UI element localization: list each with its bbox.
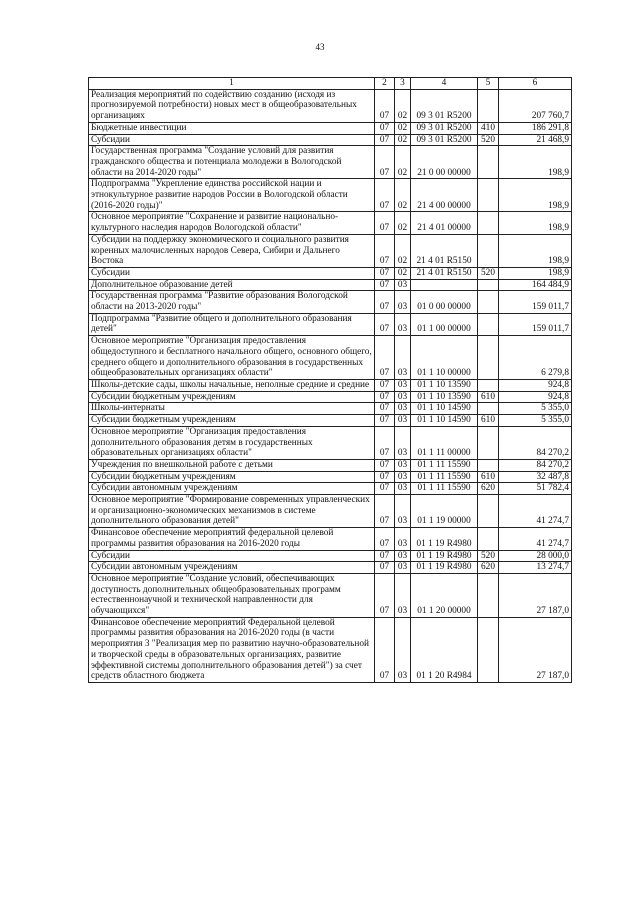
row-target-article: 21 4 01 R5150 [411, 234, 478, 267]
row-amount: 164 484,9 [499, 279, 572, 291]
row-section: 07 [375, 391, 395, 403]
row-amount: 198,9 [499, 267, 572, 279]
row-amount: 41 274,7 [499, 495, 572, 528]
row-amount: 21 468,9 [499, 134, 572, 146]
row-section: 07 [375, 122, 395, 134]
row-section: 07 [375, 279, 395, 291]
table-row [89, 391, 572, 403]
row-subsection: 03 [395, 617, 411, 682]
table-row [89, 403, 572, 415]
row-name: Школы-детские сады, школы начальные, неполные средние и средние [89, 379, 375, 391]
row-section: 07 [375, 459, 395, 471]
row-amount: 924,8 [499, 379, 572, 391]
row-expense-type [478, 146, 499, 179]
row-target-article: 01 1 00 00000 [411, 313, 478, 335]
row-section: 07 [375, 89, 395, 122]
table-row [89, 122, 572, 134]
row-expense-type [478, 617, 499, 682]
row-expense-type [478, 291, 499, 313]
row-subsection: 02 [395, 89, 411, 122]
row-section: 07 [375, 379, 395, 391]
row-subsection: 03 [395, 495, 411, 528]
row-name: Бюджетные инвестиции [89, 122, 375, 134]
row-section: 07 [375, 426, 395, 459]
row-name: Финансовое обеспечение мероприятий федеральной целевой программы развития образования на 2016-2020 годы [89, 528, 375, 550]
row-name: Основное мероприятие "Организация предоставления дополнительного образования детям в государственных образовательных организациях области" [89, 426, 375, 459]
row-section: 07 [375, 471, 395, 483]
row-expense-type: 410 [478, 122, 499, 134]
row-expense-type [478, 495, 499, 528]
row-subsection: 03 [395, 483, 411, 495]
row-section: 07 [375, 573, 395, 617]
table-row [89, 573, 572, 617]
row-target-article: 01 1 20 R4984 [411, 617, 478, 682]
row-name: Реализация мероприятий по содействию созданию (исходя из прогнозируемой потребности) новых мест в общеобразовательных организациях [89, 89, 375, 122]
row-amount: 924,8 [499, 391, 572, 403]
row-amount: 6 279,8 [499, 336, 572, 380]
row-section: 07 [375, 336, 395, 380]
row-subsection: 03 [395, 471, 411, 483]
row-subsection: 03 [395, 459, 411, 471]
row-subsection: 02 [395, 212, 411, 234]
row-target-article: 01 1 10 13590 [411, 391, 478, 403]
row-name: Школы-интернаты [89, 403, 375, 415]
table-row [89, 134, 572, 146]
row-name: Подпрограмма "Развитие общего и дополнительного образования детей" [89, 313, 375, 335]
row-section: 07 [375, 562, 395, 574]
row-name: Субсидии автономным учреждениям [89, 483, 375, 495]
row-subsection: 03 [395, 313, 411, 335]
header-cell-2: 2 [375, 78, 395, 90]
row-target-article: 21 4 01 R5150 [411, 267, 478, 279]
row-name: Субсидии [89, 134, 375, 146]
row-subsection: 02 [395, 122, 411, 134]
row-expense-type [478, 573, 499, 617]
header-cell-5: 5 [478, 78, 499, 90]
row-amount: 51 782,4 [499, 483, 572, 495]
row-section: 07 [375, 267, 395, 279]
row-target-article: 01 1 11 15590 [411, 483, 478, 495]
row-expense-type [478, 459, 499, 471]
row-name: Учреждения по внешкольной работе с детьми [89, 459, 375, 471]
row-target-article: 01 1 10 00000 [411, 336, 478, 380]
row-expense-type: 610 [478, 391, 499, 403]
row-target-article: 01 1 10 13590 [411, 379, 478, 391]
header-cell-6: 6 [499, 78, 572, 90]
table-row [89, 528, 572, 550]
page-number: 43 [315, 42, 325, 52]
table-row [89, 471, 572, 483]
table-row [89, 291, 572, 313]
row-name: Субсидии на поддержку экономического и социального развития коренных малочисленных народов Севера, Сибири и Дальнего Востока [89, 234, 375, 267]
row-expense-type: 520 [478, 550, 499, 562]
header-cell-4: 4 [411, 78, 478, 90]
row-target-article [411, 279, 478, 291]
row-section: 07 [375, 550, 395, 562]
row-section: 07 [375, 313, 395, 335]
row-expense-type [478, 528, 499, 550]
row-expense-type: 610 [478, 471, 499, 483]
row-amount: 5 355,0 [499, 415, 572, 427]
row-expense-type: 520 [478, 134, 499, 146]
row-subsection: 03 [395, 279, 411, 291]
row-name: Государственная программа "Развитие образования Вологодской области на 2013-2020 годы" [89, 291, 375, 313]
row-name: Субсидии бюджетным учреждениям [89, 471, 375, 483]
row-amount: 198,9 [499, 234, 572, 267]
row-section: 07 [375, 146, 395, 179]
table-row [89, 267, 572, 279]
row-target-article: 21 4 00 00000 [411, 179, 478, 212]
row-amount: 84 270,2 [499, 459, 572, 471]
row-subsection: 03 [395, 550, 411, 562]
row-subsection: 02 [395, 134, 411, 146]
row-subsection: 03 [395, 426, 411, 459]
row-expense-type [478, 179, 499, 212]
row-expense-type: 610 [478, 415, 499, 427]
row-section: 07 [375, 234, 395, 267]
row-target-article: 01 1 19 R4980 [411, 562, 478, 574]
row-expense-type [478, 313, 499, 335]
row-target-article: 01 1 10 14590 [411, 415, 478, 427]
row-amount: 207 760,7 [499, 89, 572, 122]
row-section: 07 [375, 483, 395, 495]
row-section: 07 [375, 291, 395, 313]
row-subsection: 02 [395, 179, 411, 212]
row-expense-type [478, 89, 499, 122]
row-target-article: 09 3 01 R5200 [411, 122, 478, 134]
row-name: Основное мероприятие "Создание условий, обеспечивающих доступность дополнительных общеобразовательных программ естественнонаучной и технической направленности для обучающихся" [89, 573, 375, 617]
table-row [89, 495, 572, 528]
row-target-article: 01 1 11 00000 [411, 426, 478, 459]
row-amount: 159 011,7 [499, 313, 572, 335]
row-amount: 13 274,7 [499, 562, 572, 574]
row-name: Субсидии бюджетным учреждениям [89, 415, 375, 427]
row-amount: 27 187,0 [499, 573, 572, 617]
row-amount: 28 000,0 [499, 550, 572, 562]
row-subsection: 03 [395, 528, 411, 550]
row-subsection: 03 [395, 573, 411, 617]
row-subsection: 02 [395, 146, 411, 179]
row-expense-type: 520 [478, 267, 499, 279]
table-row [89, 336, 572, 380]
row-amount: 84 270,2 [499, 426, 572, 459]
row-expense-type [478, 279, 499, 291]
row-name: Финансовое обеспечение мероприятий Федеральной целевой программы развития образования на 2016-2020 годы (в части мероприятия 3 "Реализация мер по развитию научно-образовательной и творческой среды в образовательных организациях, развитие эффективной системы дополнительного образования детей") за счет средств областного бюджета [89, 617, 375, 682]
table-row [89, 415, 572, 427]
row-target-article: 01 1 19 R4980 [411, 550, 478, 562]
row-subsection: 03 [395, 291, 411, 313]
row-section: 07 [375, 528, 395, 550]
row-name: Субсидии бюджетным учреждениям [89, 391, 375, 403]
table-row [89, 483, 572, 495]
table-row [89, 313, 572, 335]
row-subsection: 02 [395, 234, 411, 267]
table-row [89, 89, 572, 122]
row-amount: 198,9 [499, 212, 572, 234]
table-row [89, 459, 572, 471]
row-section: 07 [375, 179, 395, 212]
row-amount: 198,9 [499, 146, 572, 179]
row-name: Дополнительное образование детей [89, 279, 375, 291]
row-name: Подпрограмма "Укрепление единства российской нации и этнокультурное развитие народов России в Вологодской области (2016-2020 годы)" [89, 179, 375, 212]
row-expense-type: 620 [478, 483, 499, 495]
row-target-article: 21 0 00 00000 [411, 146, 478, 179]
row-amount: 198,9 [499, 179, 572, 212]
row-section: 07 [375, 134, 395, 146]
row-amount: 159 011,7 [499, 291, 572, 313]
row-target-article: 01 1 19 00000 [411, 495, 478, 528]
row-expense-type: 620 [478, 562, 499, 574]
row-target-article: 21 4 01 00000 [411, 212, 478, 234]
row-section: 07 [375, 415, 395, 427]
table-row [89, 279, 572, 291]
row-section: 07 [375, 212, 395, 234]
row-subsection: 03 [395, 415, 411, 427]
row-name: Субсидии [89, 550, 375, 562]
row-amount: 5 355,0 [499, 403, 572, 415]
row-target-article: 01 0 00 00000 [411, 291, 478, 313]
row-name: Основное мероприятие "Организация предоставления общедоступного и бесплатного начального общего, основного общего, среднего общего и дополнительного образования в государственных общеобразовательных организациях области" [89, 336, 375, 380]
row-section: 07 [375, 495, 395, 528]
table-row [89, 562, 572, 574]
row-amount: 186 291,8 [499, 122, 572, 134]
row-subsection: 02 [395, 267, 411, 279]
row-amount: 32 487,8 [499, 471, 572, 483]
table-row [89, 234, 572, 267]
row-name: Основное мероприятие "Формирование современных управленческих и организационно-экономических механизмов в системе дополнительного образования детей" [89, 495, 375, 528]
row-amount: 41 274,7 [499, 528, 572, 550]
table-row [89, 379, 572, 391]
row-name: Субсидии автономным учреждениям [89, 562, 375, 574]
row-name: Государственная программа "Создание условий для развития гражданского общества и потенциала молодежи в Вологодской области на 2014-2020 годы" [89, 146, 375, 179]
row-expense-type [478, 336, 499, 380]
row-target-article: 01 1 19 R4980 [411, 528, 478, 550]
row-target-article: 01 1 11 15590 [411, 471, 478, 483]
row-name: Субсидии [89, 267, 375, 279]
row-subsection: 03 [395, 336, 411, 380]
row-subsection: 03 [395, 403, 411, 415]
row-target-article: 01 1 10 14590 [411, 403, 478, 415]
row-subsection: 03 [395, 391, 411, 403]
header-cell-1: 1 [89, 78, 375, 90]
row-target-article: 01 1 11 15590 [411, 459, 478, 471]
table-row [89, 146, 572, 179]
row-name: Основное мероприятие "Сохранение и развитие национально-культурного наследия народов Вологодской области" [89, 212, 375, 234]
row-expense-type [478, 212, 499, 234]
budget-table [88, 77, 572, 683]
table-row [89, 212, 572, 234]
row-section: 07 [375, 403, 395, 415]
row-expense-type [478, 403, 499, 415]
row-subsection: 03 [395, 379, 411, 391]
row-target-article: 01 1 20 00000 [411, 573, 478, 617]
row-target-article: 09 3 01 R5200 [411, 134, 478, 146]
row-target-article: 09 3 01 R5200 [411, 89, 478, 122]
row-expense-type [478, 234, 499, 267]
table-row [89, 179, 572, 212]
row-subsection: 03 [395, 562, 411, 574]
table-row [89, 426, 572, 459]
table-row [89, 617, 572, 682]
row-expense-type [478, 426, 499, 459]
header-cell-3: 3 [395, 78, 411, 90]
row-expense-type [478, 379, 499, 391]
table-header-row [89, 78, 572, 90]
row-section: 07 [375, 617, 395, 682]
row-amount: 27 187,0 [499, 617, 572, 682]
table-row [89, 550, 572, 562]
